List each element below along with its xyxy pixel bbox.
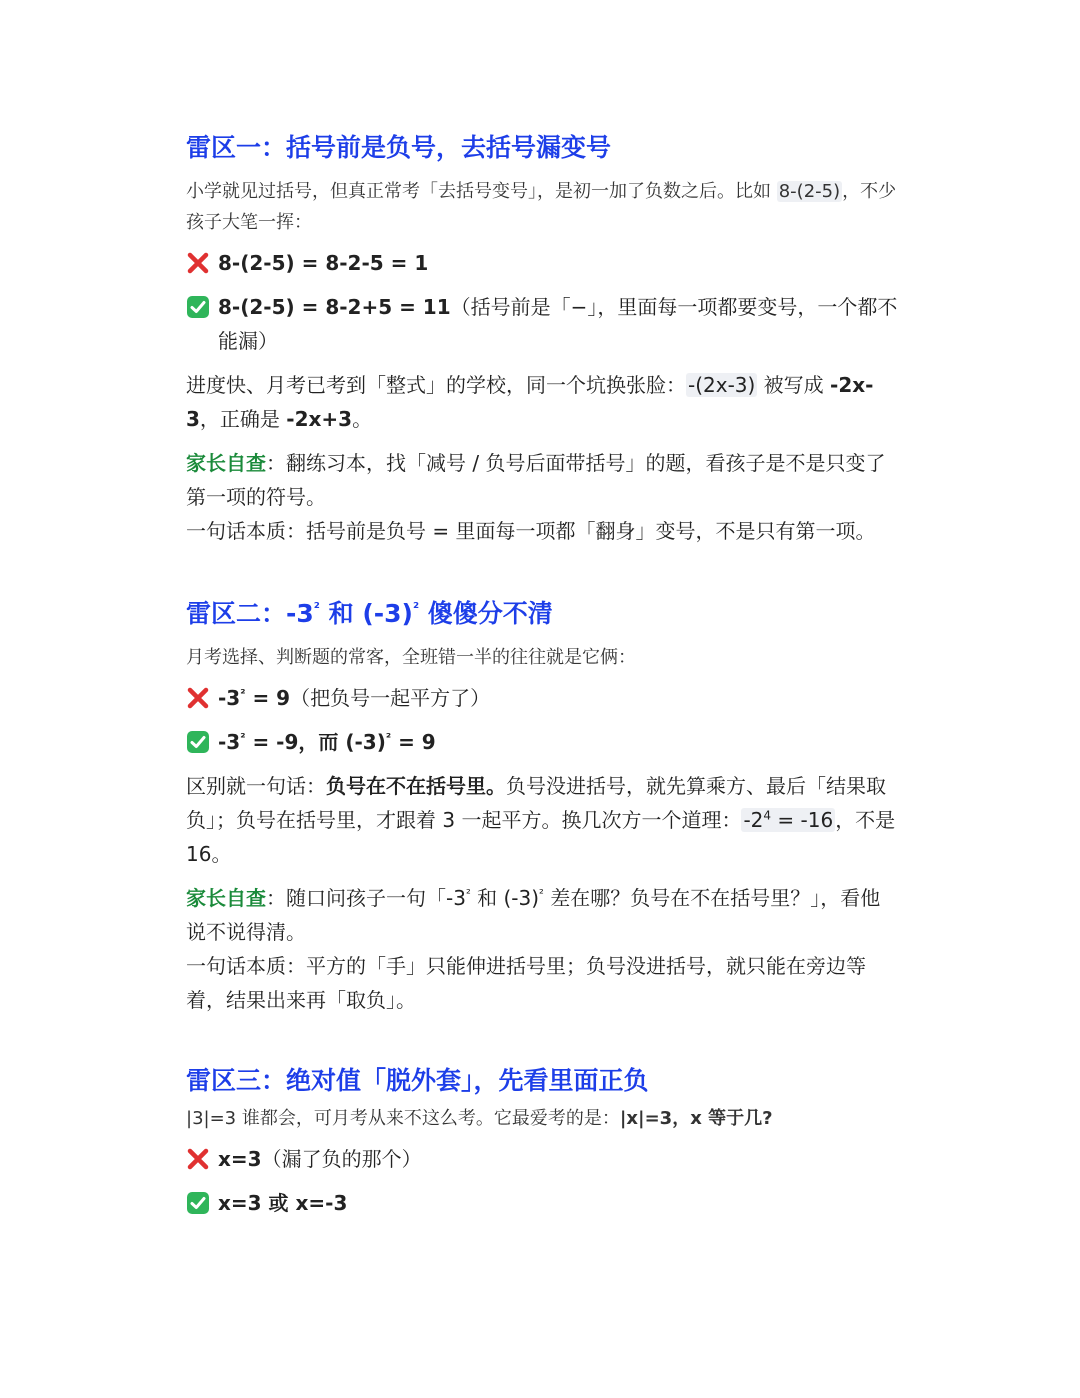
cross-mark-icon <box>186 251 210 275</box>
check-mark-icon <box>186 295 210 319</box>
superscript: 4 <box>763 808 772 823</box>
parent-check <box>186 881 898 949</box>
check-mark-icon <box>186 730 210 754</box>
section-1-title: 雷区一：括号前是负号，去括号漏变号 <box>186 133 612 162</box>
para-text: 负号没进括号，就先算乘方、最后「结果取负」；负号在括号里，才跟着 3 一起平方。换几次方一个道理： <box>186 774 886 832</box>
formula: x=3 <box>218 1147 262 1171</box>
parent-check-text: ：翻练习本，找「减号 / 负号后面带括号」的题，看孩子是不是只变了第一项的符号。 <box>186 451 886 509</box>
formula: = -9，而 (-3) <box>245 730 386 754</box>
spacer <box>186 1027 898 1061</box>
title-text: 和 (-3) <box>319 599 413 628</box>
formula: -3 <box>218 686 241 710</box>
right-example-text <box>218 290 898 358</box>
inline-code: 8-(2-5) <box>778 181 841 202</box>
right-inline: -2x+3 <box>286 407 353 431</box>
title-text: 傻傻分不清 <box>419 599 553 628</box>
superscript: ² <box>313 600 320 617</box>
parent-check-text: 差在哪？负号在不在括号里？」，看他说不说得清。 <box>186 886 881 944</box>
para-text: 。 <box>352 407 373 431</box>
superscript: ² <box>240 730 246 745</box>
wrong-example-text: 8-(2-5) = 8-2-5 = 1 <box>218 251 429 275</box>
section-3 <box>186 1061 898 1220</box>
right-example <box>186 290 898 358</box>
section-1 <box>186 128 898 548</box>
para-text: 进度快、月考已考到「整式」的学校，同一个坑换张脸： <box>186 373 686 397</box>
essence-line: 一句话本质：平方的「手」只能伸进括号里；负号没进括号，就只能在旁边等着，结果出来再「取负」。 <box>186 954 866 1012</box>
essence-line: 一句话本质：括号前是负号 = 里面每一项都「翻身」变号，不是只有第一项。 <box>186 519 876 543</box>
inline-code <box>741 808 835 832</box>
code-text: -2 <box>743 808 764 832</box>
key-question: |x|=3，x 等于几? <box>619 1108 773 1129</box>
para-text: 被写成 <box>757 373 831 397</box>
article-body <box>186 128 898 1230</box>
spacer <box>186 558 898 594</box>
wrong-inline: -2x-3 <box>186 373 874 431</box>
cross-mark-icon <box>186 1147 210 1171</box>
key-point: 负号在不在括号里。 <box>326 774 506 798</box>
right-example <box>186 725 898 759</box>
wrong-example <box>186 246 898 280</box>
parent-check-label: 家长自查 <box>186 451 266 475</box>
section-1-paragraph <box>186 368 898 436</box>
code-text: = -16 <box>771 808 834 832</box>
wrong-example <box>186 1142 898 1176</box>
superscript: ² <box>539 886 544 901</box>
intro-text: 小学就见过括号，但真正常考「去括号变号」，是初一加了负数之后。比如 <box>186 181 777 202</box>
parent-check-label: 家长自查 <box>186 886 266 910</box>
para-text: ，不是 16。 <box>186 808 896 866</box>
right-note: （括号前是「−」，里面每一项都要变号，一个都不能漏） <box>218 295 898 353</box>
right-example-text: x=3 或 x=-3 <box>218 1191 348 1215</box>
intro-text: ，不少孩子大笔一挥： <box>186 181 897 233</box>
section-1-intro <box>186 176 898 238</box>
wrong-note: （漏了负的那个） <box>261 1147 422 1171</box>
formula: = 9 <box>245 686 291 710</box>
superscript: ² <box>385 730 392 745</box>
title-text: 雷区二：-3 <box>186 599 314 628</box>
section-2-intro: 月考选择、判断题的常客，全班错一半的往往就是它俩： <box>186 647 636 668</box>
superscript: ² <box>240 686 246 701</box>
para-text: ，正确是 <box>199 407 287 431</box>
section-2-paragraph <box>186 769 898 871</box>
wrong-note: （把负号一起平方了） <box>290 686 491 710</box>
wrong-example <box>186 681 898 715</box>
superscript: ² <box>412 600 420 617</box>
parent-check <box>186 446 898 514</box>
formula: = 9 <box>391 730 436 754</box>
wrong-example-text <box>218 1142 422 1176</box>
section-3-title: 雷区三：绝对值「脱外套」，先看里面正负 <box>186 1066 649 1095</box>
cross-mark-icon <box>186 686 210 710</box>
superscript: ² <box>465 886 471 901</box>
wrong-example-text <box>218 681 490 715</box>
right-example-text <box>218 725 436 759</box>
section-2-title <box>186 594 898 634</box>
check-mark-icon <box>186 1191 210 1215</box>
right-formula: 8-(2-5) = 8-2+5 = 11 <box>218 295 451 319</box>
section-2 <box>186 594 898 1017</box>
para-text: 区别就一句话： <box>186 774 326 798</box>
formula: -3 <box>218 730 241 754</box>
parent-check-text: 和 (-3) <box>470 886 540 910</box>
intro-text: |3|=3 谁都会，可月考从来不这么考。它最爱考的是： <box>186 1108 620 1129</box>
right-example <box>186 1186 898 1220</box>
section-3-intro <box>186 1103 898 1134</box>
parent-check-text: ：随口问孩子一句「-3 <box>266 886 466 910</box>
inline-code: -(2x-3) <box>688 373 756 397</box>
